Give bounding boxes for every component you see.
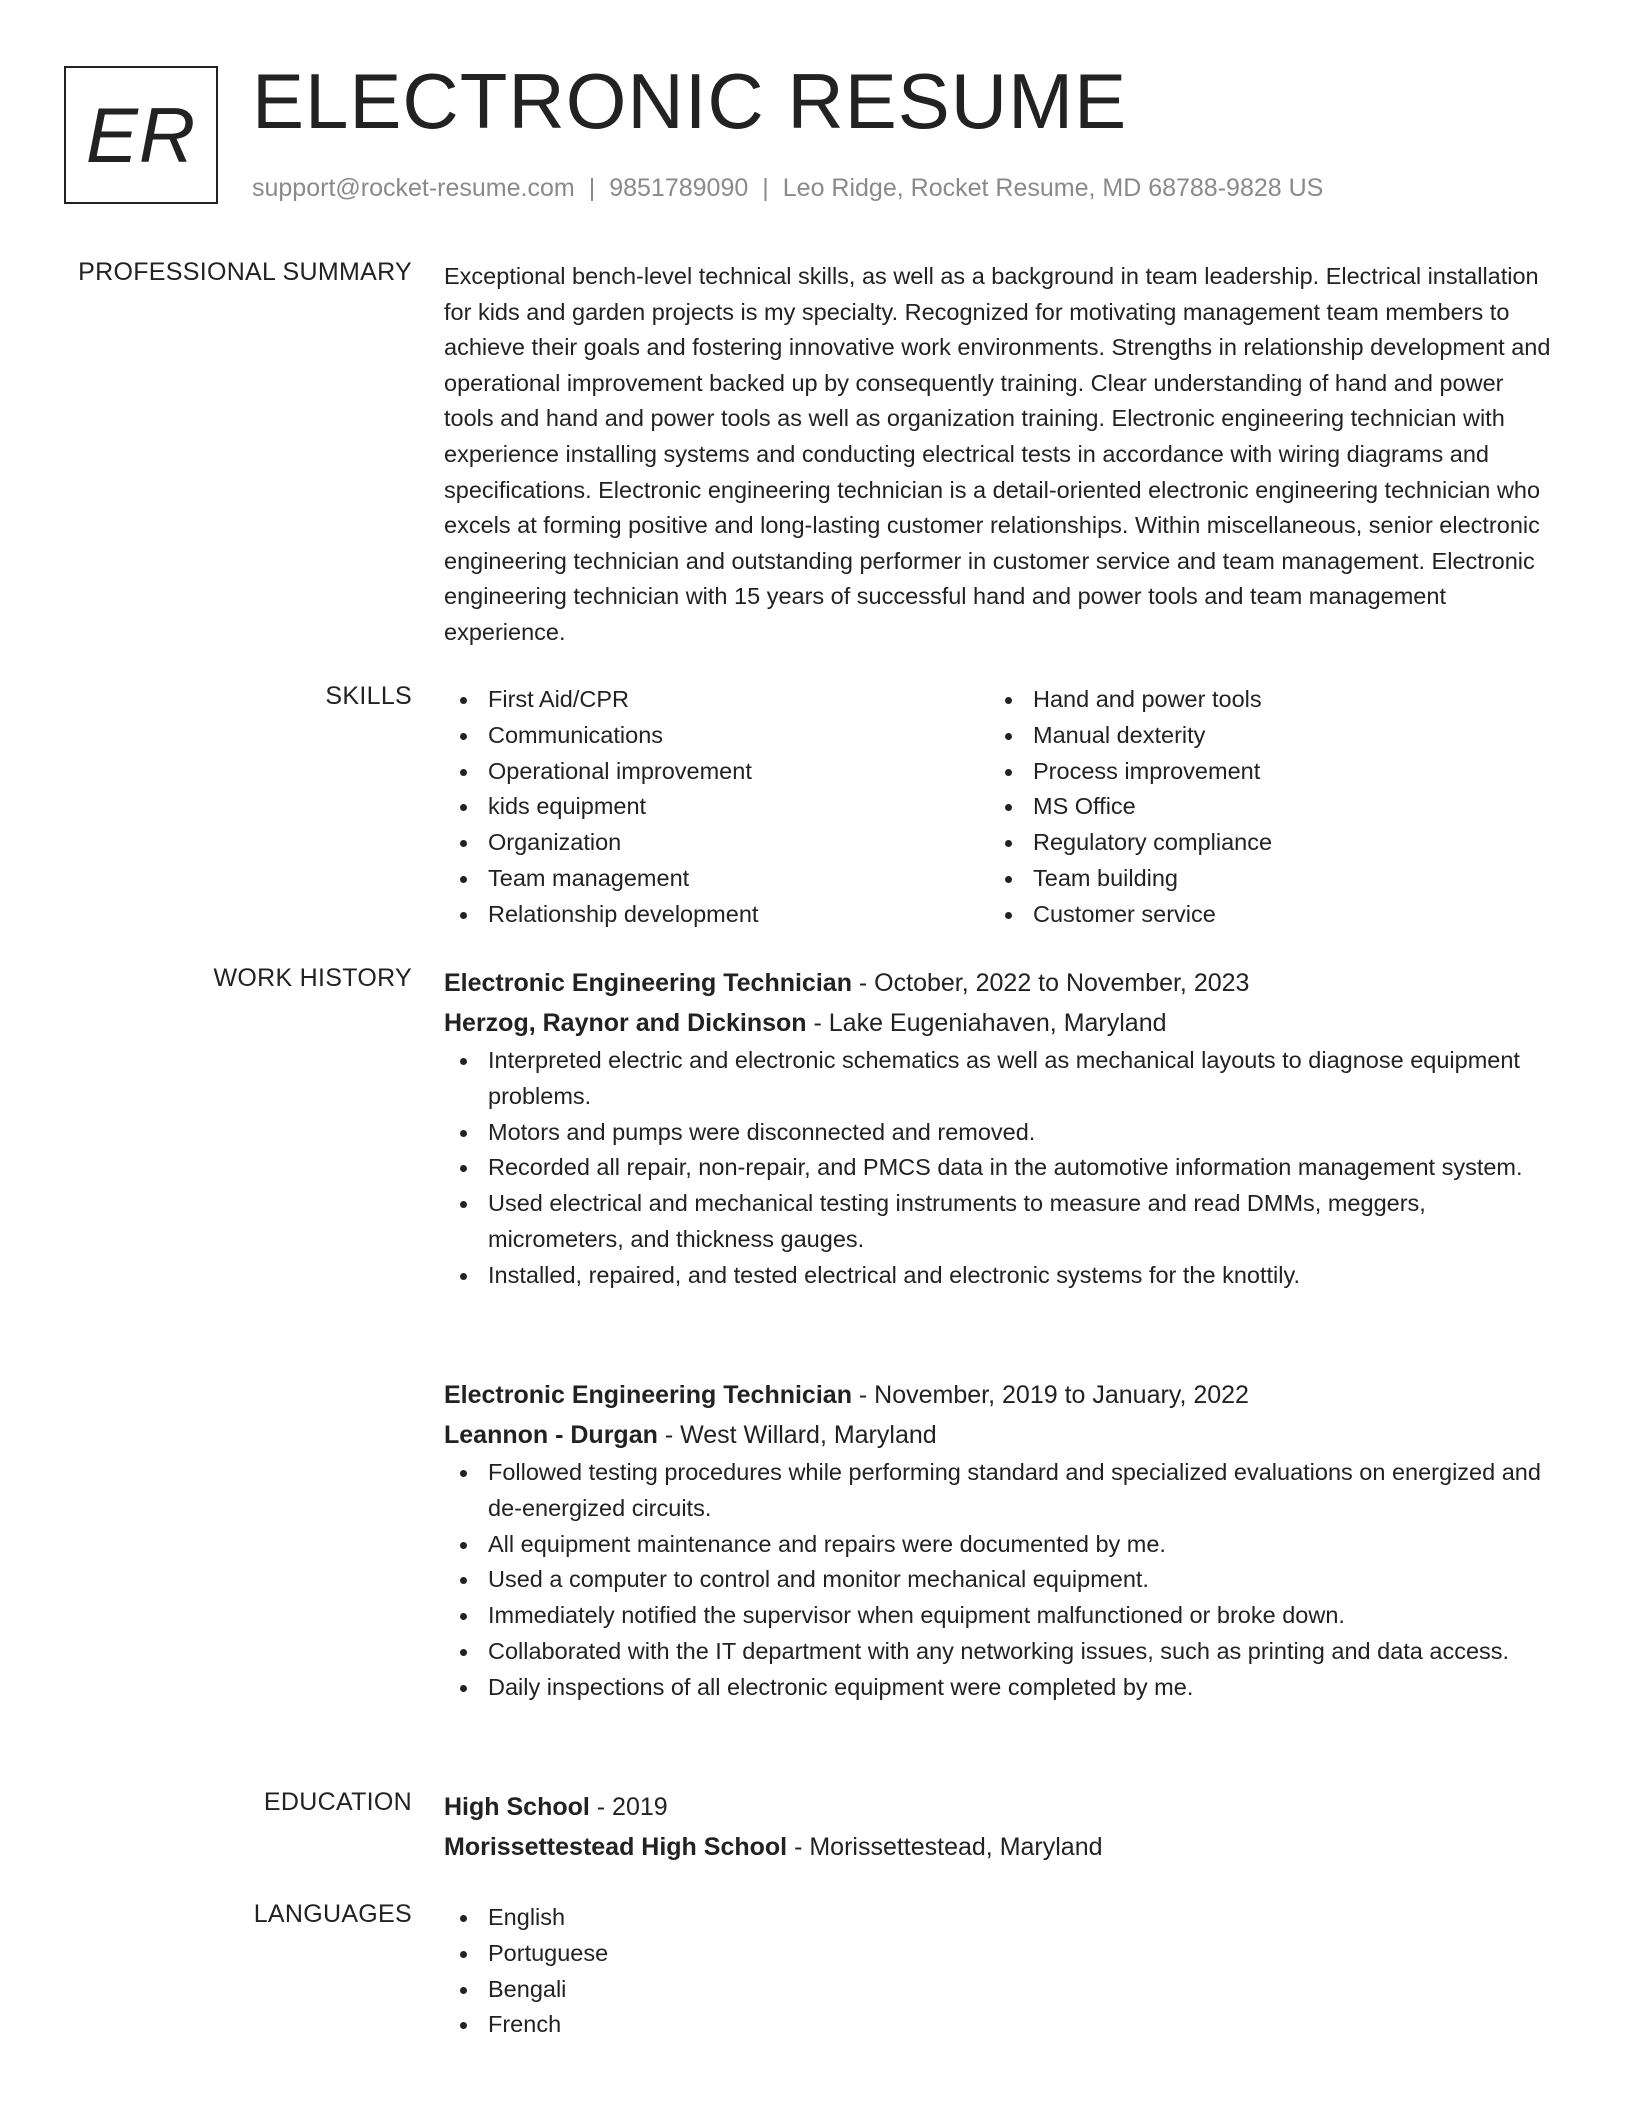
resume-name: ELECTRONIC RESUME xyxy=(252,57,1128,145)
job-dates: - October, 2022 to November, 2023 xyxy=(851,969,1250,997)
list-item: Portuguese xyxy=(444,1936,1554,1972)
list-item: Hand and power tools xyxy=(989,682,1534,718)
list-item: Team building xyxy=(989,861,1534,897)
work-history-label: WORK HISTORY xyxy=(213,964,412,992)
list-item: All equipment maintenance and repairs were documented by me. xyxy=(444,1527,1554,1563)
education-degree-line xyxy=(444,1787,1554,1827)
list-item: Bengali xyxy=(444,1972,1554,2008)
list-item: MS Office xyxy=(989,789,1534,825)
summary-text: Exceptional bench-level technical skills, as well as a background in team leadership. Electrical installation for kids and garden projects is my specialty. Recognized for motivating management team members to achieve their goals and fostering innovative work environments. Strengths in relationship development and operational improvement backed up by consequently training. Clear understanding of hand and power tools and hand and power tools as well as organization training. Electronic engineering technician with experience installing systems and conducting electrical tests in accordance with wiring diagrams and specifications. Electronic engineering technician is a detail-oriented electronic engineering technician who excels at forming positive and long-lasting customer relationships. Within miscellaneous, senior electronic engineering technician and outstanding performer in customer service and team management. Electronic engineering technician with 15 years of successful hand and power tools and team management experience. xyxy=(444,263,1551,645)
list-item: Used electrical and mechanical testing instruments to measure and read DMMs, meggers, micrometers, and thickness gauges. xyxy=(444,1186,1554,1258)
contact-line xyxy=(252,174,1323,203)
contact-separator: | xyxy=(762,174,769,202)
list-item: Team management xyxy=(444,861,989,897)
skills-list-right xyxy=(989,682,1534,933)
languages-label: LANGUAGES xyxy=(253,1900,412,1928)
education-label: EDUCATION xyxy=(263,1788,412,1816)
list-item: Installed, repaired, and tested electrical and electronic systems for the knottily. xyxy=(444,1258,1554,1294)
list-item: Immediately notified the supervisor when equipment malfunctioned or broke down. xyxy=(444,1598,1554,1634)
contact-address: Leo Ridge, Rocket Resume, MD 68788-9828 US xyxy=(782,174,1324,202)
job-location: - West Willard, Maryland xyxy=(657,1421,937,1449)
list-item: Communications xyxy=(444,718,989,754)
job-title: Electronic Engineering Technician xyxy=(444,1381,852,1409)
list-item: kids equipment xyxy=(444,789,989,825)
list-item: Customer service xyxy=(989,897,1534,933)
education-degree: High School xyxy=(444,1793,590,1821)
list-item: English xyxy=(444,1900,1554,1936)
list-item: Regulatory compliance xyxy=(989,825,1534,861)
list-item: Recorded all repair, non-repair, and PMCS data in the automotive information management system. xyxy=(444,1150,1554,1186)
job-entry xyxy=(444,1375,1554,1706)
list-item: Collaborated with the IT department with any networking issues, such as printing and data access. xyxy=(444,1634,1554,1670)
job-title-line xyxy=(444,1375,1554,1415)
list-item: Manual dexterity xyxy=(989,718,1534,754)
skills-label: SKILLS xyxy=(325,682,412,710)
job-dates: - November, 2019 to January, 2022 xyxy=(851,1381,1249,1409)
list-item: First Aid/CPR xyxy=(444,682,989,718)
job-duties xyxy=(444,1043,1554,1294)
job-title-line xyxy=(444,963,1554,1003)
list-item: Operational improvement xyxy=(444,754,989,790)
summary-label: PROFESSIONAL SUMMARY xyxy=(78,258,412,286)
job-company: Leannon - Durgan xyxy=(444,1421,658,1449)
job-duties xyxy=(444,1455,1554,1706)
list-item: Process improvement xyxy=(989,754,1534,790)
skills-list-left xyxy=(444,682,989,933)
list-item: Motors and pumps were disconnected and removed. xyxy=(444,1115,1554,1151)
education-year: - 2019 xyxy=(589,1793,668,1821)
list-item: Organization xyxy=(444,825,989,861)
languages-list xyxy=(444,1900,1554,2043)
job-company-line xyxy=(444,1415,1554,1455)
job-title: Electronic Engineering Technician xyxy=(444,969,852,997)
contact-email: support@rocket-resume.com xyxy=(252,174,575,202)
education-location: - Morissettestead, Maryland xyxy=(787,1833,1103,1861)
education-school-line xyxy=(444,1827,1554,1867)
contact-separator: | xyxy=(588,174,596,202)
list-item: Used a computer to control and monitor mechanical equipment. xyxy=(444,1562,1554,1598)
job-location: - Lake Eugeniahaven, Maryland xyxy=(806,1009,1167,1037)
job-company: Herzog, Raynor and Dickinson xyxy=(444,1009,807,1037)
education-school: Morissettestead High School xyxy=(444,1833,788,1861)
monogram: ER xyxy=(64,66,218,204)
job-entry xyxy=(444,963,1554,1294)
list-item: Followed testing procedures while performing standard and specialized evaluations on energized and de-energized circuits. xyxy=(444,1455,1554,1527)
list-item: Interpreted electric and electronic schematics as well as mechanical layouts to diagnose equipment problems. xyxy=(444,1043,1554,1115)
job-company-line xyxy=(444,1003,1554,1043)
list-item: Daily inspections of all electronic equipment were completed by me. xyxy=(444,1670,1554,1706)
contact-phone: 9851789090 xyxy=(609,174,749,202)
list-item: French xyxy=(444,2007,1554,2043)
list-item: Relationship development xyxy=(444,897,989,933)
